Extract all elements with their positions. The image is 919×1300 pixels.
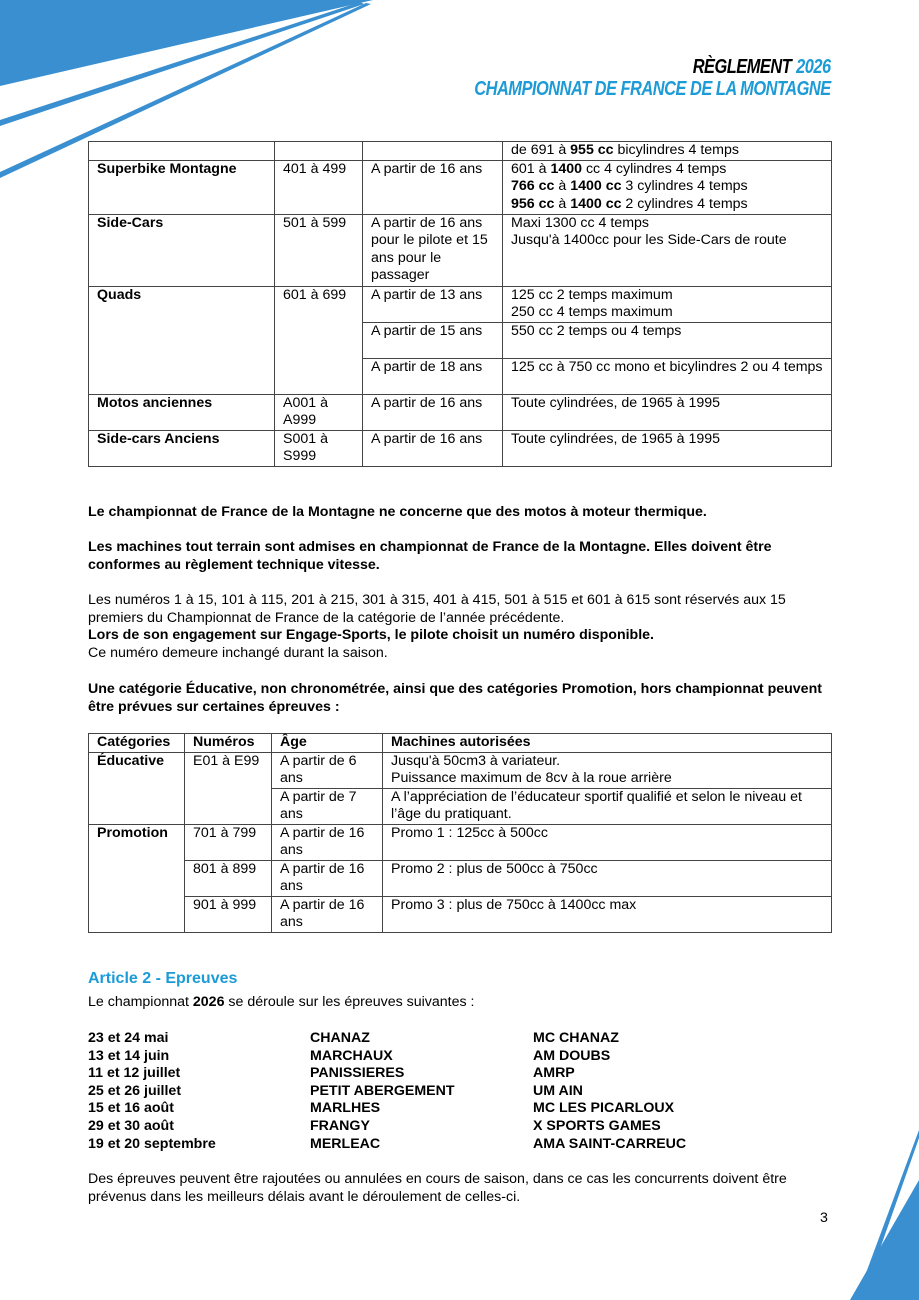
machines-cell: 125 cc à 750 cc mono et bicylindres 2 ou 4 temps xyxy=(503,358,832,394)
age-cell: A partir de 13 ans xyxy=(363,286,503,322)
categories-table xyxy=(88,141,832,467)
category-cell: Quads xyxy=(89,286,275,394)
column-header: Machines autorisées xyxy=(383,734,832,753)
event-row xyxy=(88,1083,686,1101)
event-row xyxy=(88,1030,686,1048)
event-place: MARLHES xyxy=(310,1100,381,1117)
intro-text-end: se déroule sur les épreuves suivantes : xyxy=(224,994,475,1010)
event-date: 13 et 14 juin xyxy=(88,1047,170,1064)
event-club: AMRP xyxy=(533,1065,575,1082)
event-row xyxy=(88,1048,686,1066)
machines-cell: Promo 3 : plus de 750cc à 1400cc max xyxy=(383,896,832,932)
intro-year: 2026 xyxy=(192,994,225,1010)
numbers-cell: 601 à 699 xyxy=(275,286,363,394)
column-header: Âge xyxy=(272,734,383,753)
event-club: UM AIN xyxy=(533,1082,583,1099)
table-row xyxy=(89,824,832,860)
table-row xyxy=(89,160,832,214)
category-cell: Side-cars Anciens xyxy=(89,430,275,466)
machines-cell: Jusqu'à 50cm3 à variateur. Puissance maximum de 8cv à la roue arrière xyxy=(383,752,832,788)
event-place: PETIT ABERGEMENT xyxy=(310,1082,455,1099)
event-club: MC LES PICARLOUX xyxy=(533,1100,675,1117)
age-cell xyxy=(363,142,503,161)
event-row xyxy=(88,1118,686,1136)
machines-cell: Toute cylindrées, de 1965 à 1995 xyxy=(503,394,832,430)
event-date: 19 et 20 septembre xyxy=(88,1135,216,1152)
event-club: MC CHANAZ xyxy=(533,1030,619,1046)
events-note: Des épreuves peuvent être rajoutées ou annulées en cours de saison, dans ce cas les concurrents doivent être prévenus dans les meilleurs délais avant le déroulement de celles-ci. xyxy=(88,1171,787,1205)
event-club: X SPORTS GAMES xyxy=(533,1117,661,1134)
event-date: 25 et 26 juillet xyxy=(88,1082,182,1099)
event-row xyxy=(88,1100,686,1118)
category-cell: Superbike Montagne xyxy=(89,160,275,214)
column-header: Numéros xyxy=(185,734,272,753)
machines-cell: A l’appréciation de l’éducateur sportif qualifié et selon le niveau et l’âge du pratiquant. xyxy=(383,788,832,824)
age-cell: A partir de 16 ans xyxy=(363,430,503,466)
machines-cell: Promo 1 : 125cc à 500cc xyxy=(383,824,832,860)
event-date: 23 et 24 mai xyxy=(88,1030,169,1046)
document-header xyxy=(475,56,831,100)
age-cell: A partir de 7 ans xyxy=(272,788,383,824)
numbers-choice: Lors de son engagement sur Engage-Sports, le pilote choisit un numéro disponible. xyxy=(88,627,654,643)
category-cell: Promotion xyxy=(89,824,185,932)
event-date: 29 et 30 août xyxy=(88,1117,174,1134)
paragraph-offroad: Les machines tout terrain sont admises en championnat de France de la Montagne. Elles doivent être conformes au règlement technique vitesse. xyxy=(88,539,772,573)
age-cell: A partir de 16 ans xyxy=(272,860,383,896)
numbers-cell: 701 à 799 xyxy=(185,824,272,860)
event-row xyxy=(88,1065,686,1083)
machines-cell: Maxi 1300 cc 4 temps Jusqu'à 1400cc pour les Side-Cars de route xyxy=(503,214,832,286)
table-row xyxy=(89,896,832,932)
educative-promotion-table xyxy=(88,733,832,933)
column-header: Catégories xyxy=(89,734,185,753)
machines-cell: Promo 2 : plus de 500cc à 750cc xyxy=(383,860,832,896)
table-header-row xyxy=(89,734,832,753)
numbers-reserved: Les numéros 1 à 15, 101 à 115, 201 à 215, 301 à 315, 401 à 415, 501 à 515 et 601 à 615 sont réservés aux 15 premiers du Championnat de France de la catégorie de l’année précédente. xyxy=(88,592,786,626)
numbers-cell xyxy=(275,142,363,161)
category-cell: Éducative xyxy=(89,752,185,824)
paragraph-educative: Une catégorie Éducative, non chronométrée, ainsi que des catégories Promotion, hors championnat peuvent être prévues sur certaines épreuves : xyxy=(88,681,822,715)
event-row xyxy=(88,1136,686,1154)
table-row xyxy=(89,394,832,430)
event-place: MERLEAC xyxy=(310,1135,381,1152)
header-year: 2026 xyxy=(796,56,831,78)
age-cell: A partir de 16 ans xyxy=(272,896,383,932)
age-cell: A partir de 16 ans pour le pilote et 15 ans pour le passager xyxy=(363,214,503,286)
machines-cell: 550 cc 2 temps ou 4 temps xyxy=(503,322,832,358)
event-date: 11 et 12 juillet xyxy=(88,1065,181,1082)
article-2-intro xyxy=(88,994,832,1012)
page-number: 3 xyxy=(820,1210,828,1226)
event-date: 15 et 16 août xyxy=(88,1100,174,1117)
numbers-unchanged: Ce numéro demeure inchangé durant la saison. xyxy=(88,644,388,661)
numbers-cell: E01 à E99 xyxy=(185,752,272,824)
machines-cell: 125 cc 2 temps maximum 250 cc 4 temps maximum xyxy=(503,286,832,322)
numbers-cell: 801 à 899 xyxy=(185,860,272,896)
table-row xyxy=(89,286,832,322)
age-cell: A partir de 16 ans xyxy=(363,394,503,430)
paragraph-numbers xyxy=(88,592,832,662)
header-subtitle: CHAMPIONNAT DE FRANCE DE LA MONTAGNE xyxy=(474,78,831,100)
table-row xyxy=(89,752,832,788)
events-list xyxy=(88,1030,686,1153)
header-title: RÈGLEMENT xyxy=(693,56,792,78)
age-cell: A partir de 16 ans xyxy=(363,160,503,214)
numbers-cell: S001 à S999 xyxy=(275,430,363,466)
table-row xyxy=(89,860,832,896)
machines-cell: Toute cylindrées, de 1965 à 1995 xyxy=(503,430,832,466)
event-club: AMA SAINT-CARREUC xyxy=(533,1135,687,1152)
category-cell xyxy=(89,142,275,161)
event-place: MARCHAUX xyxy=(310,1047,393,1064)
machines-cell: de 691 à 955 cc bicylindres 4 temps xyxy=(503,142,832,161)
numbers-cell: 501 à 599 xyxy=(275,214,363,286)
age-cell: A partir de 6 ans xyxy=(272,752,383,788)
table-row xyxy=(89,214,832,286)
table-row xyxy=(89,430,832,466)
category-cell: Motos anciennes xyxy=(89,394,275,430)
numbers-cell: 901 à 999 xyxy=(185,896,272,932)
event-place: CHANAZ xyxy=(310,1030,370,1046)
event-place: PANISSIERES xyxy=(310,1065,405,1082)
event-club: AM DOUBS xyxy=(533,1047,611,1064)
event-place: FRANGY xyxy=(310,1117,370,1134)
numbers-cell: A001 à A999 xyxy=(275,394,363,430)
age-cell: A partir de 18 ans xyxy=(363,358,503,394)
intro-text: Le championnat xyxy=(88,994,193,1010)
machines-cell: 601 à 1400 cc 4 cylindres 4 temps 766 cc à 1400 cc 3 cylindres 4 temps 956 cc à 1400 cc 2 cylindres 4 temps xyxy=(503,160,832,214)
age-cell: A partir de 15 ans xyxy=(363,322,503,358)
table-row xyxy=(89,142,832,161)
article-2-title: Article 2 - Epreuves xyxy=(88,970,238,987)
paragraph-thermal: Le championnat de France de la Montagne ne concerne que des motos à moteur thermique. xyxy=(88,504,707,520)
category-cell: Side-Cars xyxy=(89,214,275,286)
numbers-cell: 401 à 499 xyxy=(275,160,363,214)
age-cell: A partir de 16 ans xyxy=(272,824,383,860)
